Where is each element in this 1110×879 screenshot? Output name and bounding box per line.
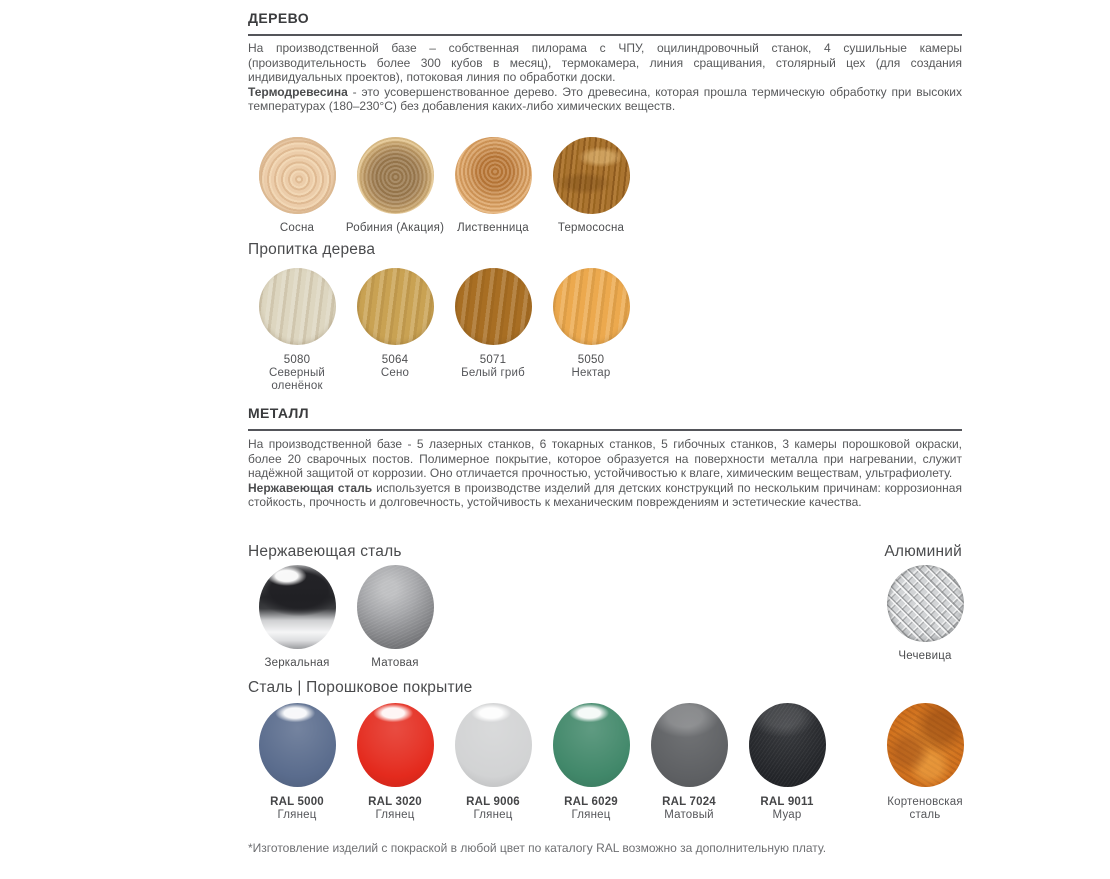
swatch-label: Лиственница: [457, 222, 529, 234]
aluminum-title: Алюминий: [884, 543, 962, 560]
impregnation-code: 5050: [577, 354, 605, 366]
impregnation-title: Пропитка дерева: [248, 241, 376, 258]
swatch-label: Матовая: [371, 657, 419, 669]
thermowood-paragraph: [248, 85, 962, 114]
swatch-label: Зеркальная: [264, 657, 330, 669]
wood-species-item: [248, 137, 346, 235]
corten-steel-swatch: [887, 703, 964, 787]
ral-swatch: [259, 703, 336, 787]
thermowood-text: - это усовершенствованное дерево. Это древесина, которая прошла термическую обработку при высоких температурах (180–230°С) без добавления каких-либо химических веществ.: [248, 84, 962, 114]
stainless-item: [248, 565, 346, 670]
impregnation-item: [444, 268, 542, 393]
swatch-label: Сосна: [279, 222, 315, 234]
impregnation-item: [346, 268, 444, 393]
ral-finish: Глянец: [375, 809, 415, 821]
larch-swatch: [455, 137, 532, 214]
stainless-term: Нержавеющая сталь: [248, 480, 373, 495]
impregnation-code: 5064: [381, 354, 409, 366]
impregnation-item: [542, 268, 640, 393]
impregnation-name: Сено: [380, 367, 410, 379]
impregnation-name: Северный оленёнок: [268, 367, 326, 392]
powder-item: [444, 703, 542, 822]
impregnation-item: [248, 268, 346, 393]
powder-item: [346, 703, 444, 822]
thermowood-term: Термодревесина: [248, 84, 348, 99]
ral-code: RAL 9011: [760, 796, 814, 808]
corten-item: [876, 703, 974, 822]
powder-item: [542, 703, 640, 822]
corten-name: Кортеновская сталь: [887, 796, 963, 821]
ral-swatch: [553, 703, 630, 787]
impregnation-name: Нектар: [571, 367, 611, 379]
wood-section-title: ДЕРЕВО: [248, 10, 962, 36]
matte-steel-swatch: [357, 565, 434, 649]
impregnation-swatch: [357, 268, 434, 345]
wood-species-item: [542, 137, 640, 235]
ral-finish: Глянец: [571, 809, 611, 821]
impregnation-swatch: [553, 268, 630, 345]
metal-section-title: МЕТАЛЛ: [248, 405, 962, 431]
stainless-header-row: [248, 543, 962, 561]
diamond-plate-swatch: [887, 565, 964, 642]
stainless-title: Нержавеющая сталь: [248, 543, 402, 560]
ral-code: RAL 7024: [662, 796, 716, 808]
swatch-label: Чечевица: [898, 650, 952, 662]
ral-swatch: [749, 703, 826, 787]
ral-swatch: [455, 703, 532, 787]
ral-finish: Глянец: [277, 809, 317, 821]
impregnation-code: 5080: [283, 354, 311, 366]
powder-item: [738, 703, 836, 822]
stainless-text: используется в производстве изделий для детских конструкций по нескольким причинам: коррозионная стойкость, прочность и долговечность, устойчивость к механическим повреждениям и эстетические качества.: [248, 480, 962, 510]
ral-finish: Глянец: [473, 809, 513, 821]
powder-item: [248, 703, 346, 822]
ral-swatch: [651, 703, 728, 787]
stainless-item: [346, 565, 444, 670]
ral-finish: Муар: [772, 809, 802, 821]
metal-intro-paragraph: На производственной базе - 5 лазерных станков, 6 токарных станков, 5 гибочных станков, 3 камеры порошковой окраски, более 20 сварочных постов. Полимерное покрытие, которое образуется на поверхности металла при нагревании, служит надёжной защитой от коррозии. Оно отличается прочностью, устойчивостью к влаге, химическим веществам, ультрафиолету.: [248, 437, 962, 481]
powder-coating-row: [248, 703, 962, 822]
wood-species-row: [248, 137, 962, 235]
stainless-paragraph: [248, 481, 962, 510]
impregnation-code: 5071: [479, 354, 507, 366]
wood-intro-paragraph: На производственной базе – собственная пилорама с ЧПУ, оцилиндровочный станок, 4 сушильные камеры (производительность более 300 кубов в месяц), термокамера, линия сращивания, столярный цех (для создания индивидуальных проектов), потоковая линия по обработки доски.: [248, 41, 962, 85]
wood-species-item: [444, 137, 542, 235]
wood-species-item: [346, 137, 444, 235]
ral-code: RAL 3020: [368, 796, 422, 808]
robinia-swatch: [357, 137, 434, 214]
impregnation-row: [248, 268, 962, 393]
impregnation-swatch: [455, 268, 532, 345]
content-column: [248, 0, 962, 879]
wood-description: [248, 41, 962, 114]
ral-code: RAL 9006: [466, 796, 520, 808]
stainless-row: [248, 565, 962, 670]
thermopine-swatch: [553, 137, 630, 214]
swatch-label: Термососна: [557, 222, 625, 234]
aluminum-item: [876, 565, 974, 670]
ral-footnote: *Изготовление изделий с покраской в любой цвет по каталогу RAL возможно за дополнительную плату.: [248, 841, 827, 855]
metal-description: [248, 437, 962, 510]
pine-swatch: [259, 137, 336, 214]
powder-coating-title: Сталь | Порошковое покрытие: [248, 679, 473, 696]
ral-swatch: [357, 703, 434, 787]
impregnation-name: Белый гриб: [461, 367, 525, 379]
swatch-label: Робиния (Акация): [345, 222, 445, 234]
mirror-steel-swatch: [259, 565, 336, 649]
ral-code: RAL 6029: [564, 796, 618, 808]
impregnation-swatch: [259, 268, 336, 345]
ral-code: RAL 5000: [270, 796, 324, 808]
ral-finish: Матовый: [664, 809, 714, 821]
powder-item: [640, 703, 738, 822]
